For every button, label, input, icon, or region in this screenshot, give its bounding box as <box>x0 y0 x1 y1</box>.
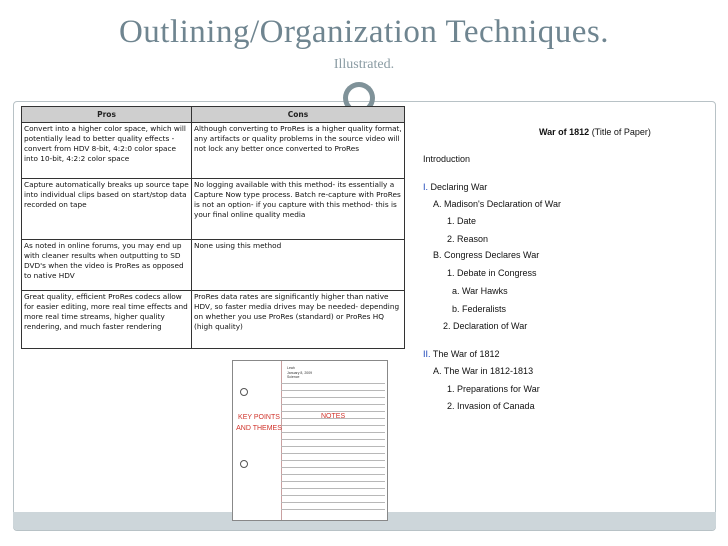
outline-num: b. <box>452 304 460 314</box>
outline-num: A. <box>433 199 442 209</box>
outline-item <box>423 349 500 359</box>
outline-text: Madison's Declaration of War <box>441 199 561 209</box>
outline-text: Preparations for War <box>454 384 540 394</box>
pro-cell: Capture automatically breaks up source tape into individual clips based on start/stop data recorded on tape <box>22 179 192 240</box>
outline-item <box>433 250 539 260</box>
outline-item <box>447 234 488 244</box>
pro-cell: Great quality, efficient ProRes codecs allow for easier editing, more real time effects and more real time streams, higher quality rendering, and much faster rendering <box>22 291 192 349</box>
slide-title: Outlining/Organization Techniques. <box>118 14 610 50</box>
notebook-header-text: Leah January 8, 2009 Science <box>287 366 313 379</box>
outline-num: 2. <box>443 321 451 331</box>
outline-title-rest: (Title of Paper) <box>589 127 651 137</box>
table-row <box>22 123 405 179</box>
outline-text: Invasion of Canada <box>454 401 535 411</box>
outline-num: A. <box>433 366 442 376</box>
outline-title <box>539 127 651 137</box>
pro-cell: Convert into a higher color space, which will potentially lead to better quality effects - convert from HDV 8-bit, 4:2:0 color space into 10-bit, 4:2:2 color space <box>22 123 192 179</box>
outline-text: Declaring War <box>428 182 488 192</box>
outline-text: Date <box>454 216 477 226</box>
outline-num: 2. <box>447 234 455 244</box>
outline-num: I. <box>423 182 429 192</box>
pros-cons-table <box>21 106 405 349</box>
outline-item <box>447 384 540 394</box>
key-points-label: KEY POINTS AND THEMES <box>236 414 282 432</box>
outline-num: 1. <box>447 216 455 226</box>
outline-item <box>433 199 561 209</box>
outline-item <box>452 304 506 314</box>
outline-item <box>452 286 508 296</box>
outline-text: The War of 1812 <box>430 349 500 359</box>
con-cell: ProRes data rates are significantly higher than native HDV, so faster media drives may be needed- depending on whether you use ProRes (standard) or ProRes HQ (high quality) <box>192 291 405 349</box>
outline-text: Federalists <box>459 304 507 314</box>
outline-item <box>443 321 527 331</box>
punch-hole-icon <box>240 460 248 468</box>
outline-item <box>447 268 537 278</box>
outline-item <box>433 366 533 376</box>
outline-num: a. <box>452 286 460 296</box>
outline-item <box>447 401 535 411</box>
notebook-page <box>232 360 388 521</box>
outline-text: Declaration of War <box>450 321 528 331</box>
table-row <box>22 179 405 240</box>
header-cons: Cons <box>192 107 405 123</box>
outline-text: The War in 1812-1813 <box>441 366 534 376</box>
con-cell: None using this method <box>192 240 405 291</box>
outline-num: B. <box>433 250 442 260</box>
outline-item <box>423 182 487 192</box>
con-cell: No logging available with this method- its essentially a Capture Now type process. Batch re-capture with ProRes is not an option- if you capture with this method- this is your final online quality media <box>192 179 405 240</box>
outline-text: Congress Declares War <box>441 250 540 260</box>
outline-title-bold: War of 1812 <box>539 127 590 137</box>
outline-text: Reason <box>454 234 489 244</box>
notes-label: NOTES <box>321 413 346 420</box>
outline-item <box>447 216 476 226</box>
pro-cell: As noted in online forums, you may end up with cleaner results when outputting to SD DVD's when the video is ProRes as opposed to native HDV <box>22 240 192 291</box>
notebook-ruled-lines <box>281 363 385 515</box>
slide-subtitle: Illustrated. <box>333 57 395 72</box>
outline-num: 1. <box>447 384 455 394</box>
table-row <box>22 240 405 291</box>
outline-introduction: Introduction <box>423 154 471 164</box>
header-pros: Pros <box>22 107 192 123</box>
punch-hole-icon <box>240 388 248 396</box>
table-row <box>22 291 405 349</box>
outline-num: II. <box>423 349 431 359</box>
con-cell: Although converting to ProRes is a higher quality format, any artifacts or quality problems in the source video will not lock any better once converted to ProRes <box>192 123 405 179</box>
outline-text: War Hawks <box>459 286 508 296</box>
outline-num: 1. <box>447 268 455 278</box>
outline-num: 2. <box>447 401 455 411</box>
outline-text: Debate in Congress <box>454 268 537 278</box>
